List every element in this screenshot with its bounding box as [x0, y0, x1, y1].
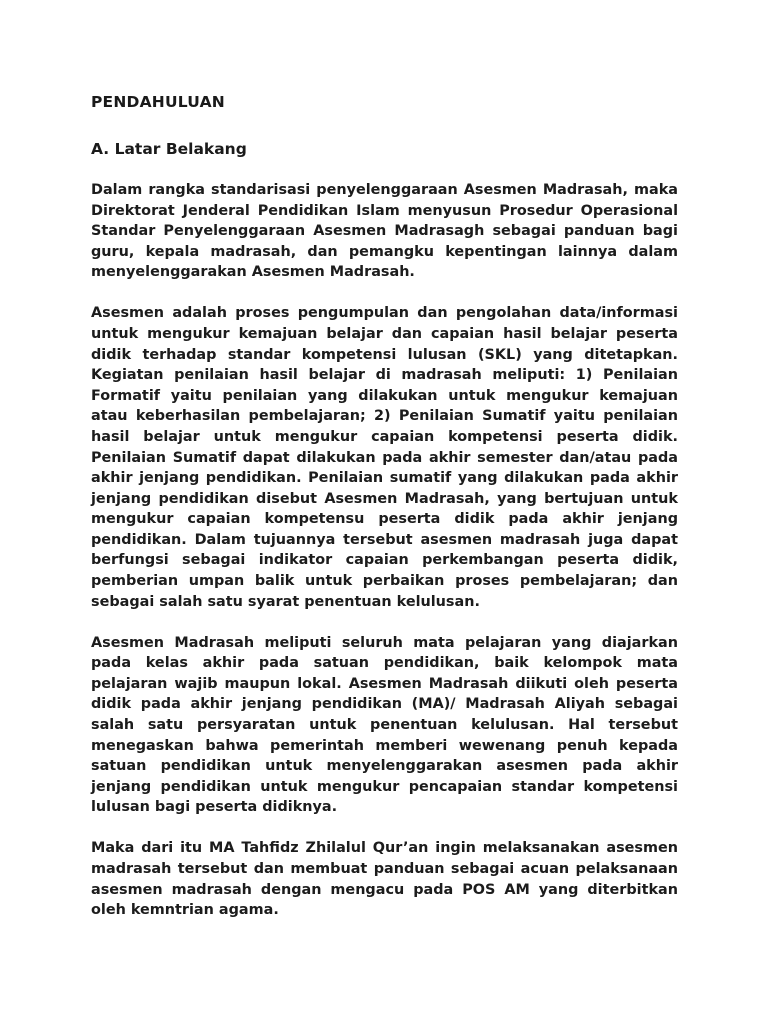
paragraph-2: Asesmen adalah proses pengumpulan dan pengolahan data/informasi untuk mengukur kemajuan belajar dan capaian hasil belajar peserta didik terhadap standar kompetensi lulusan (SKL) yang ditetapkan. Kegiatan penilaian hasil belajar di madrasah meliputi: 1) Penilaian Formatif yaitu penilaian yang dilakukan untuk mengukur kemajuan atau keberhasilan pembelajaran; 2) Penilaian Sumatif yaitu penilaian hasil belajar untuk mengukur capaian kompetensi peserta didik. Penilaian Sumatif dapat dilakukan pada akhir semester dan/atau pada akhir jenjang pendidikan. Penilaian sumatif yang dilakukan pada akhir jenjang pendidikan disebut Asesmen Madrasah, yang bertujuan untuk mengukur capaian kompetensu peserta didik pada akhir jenjang pendidikan. Dalam tujuannya tersebut asesmen madrasah juga dapat berfungsi sebagai indikator capaian perkembangan peserta didik, pemberian umpan balik untuk perbaikan proses pembelajaran; dan sebagai salah satu syarat penentuan kelulusan.: [91, 305, 678, 610]
paragraph-1: Dalam rangka standarisasi penyelenggaraan Asesmen Madrasah, maka Direktorat Jenderal Pendidikan Islam menyusun Prosedur Operasional Standar Penyelenggaraan Asesmen Madrasagh sebagai panduan bagi guru, kepala madrasah, dan pemangku kepentingan lainnya dalam menyelenggarakan Asesmen Madrasah.: [91, 182, 678, 281]
paragraph-3: Asesmen Madrasah meliputi seluruh mata pelajaran yang diajarkan pada kelas akhir pada satuan pendidikan, baik kelompok mata pelajaran wajib maupun lokal. Asesmen Madrasah diikuti oleh peserta didik pada akhir jenjang pendidikan (MA)/ Madrasah Aliyah sebagai salah satu persyaratan untuk penentuan kelulusan. Hal tersebut menegaskan bahwa pemerintah memberi wewenang penuh kepada satuan pendidikan untuk menyelenggarakan asesmen pada akhir jenjang pendidikan untuk mengukur pencapaian standar kompetensi lulusan bagi peserta didiknya.: [91, 634, 678, 816]
paragraph-4: Maka dari itu MA Tahfidz Zhilalul Qur’an ingin melaksanakan asesmen madrasah tersebut dan membuat panduan sebagai acuan pelaksanaan asesmen madrasah dengan mengacu pada POS AM yang diterbitkan oleh kemntrian agama.: [91, 840, 678, 919]
page-title: PENDAHULUAN: [91, 93, 225, 111]
section-heading: A. Latar Belakang: [91, 140, 247, 158]
